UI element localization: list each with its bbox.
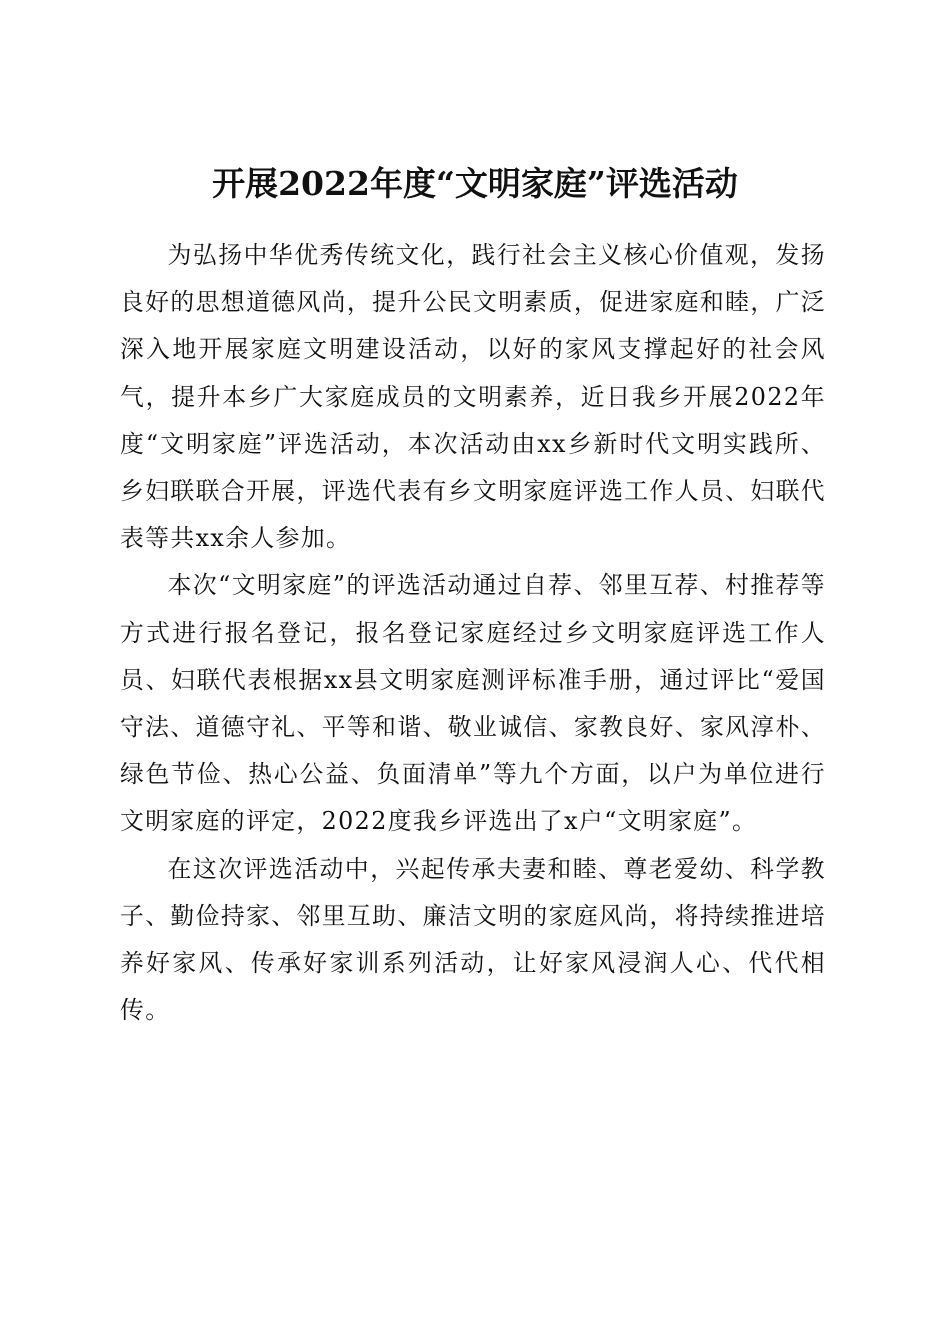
document-title: 开展2022年度“文明家庭”评选活动 <box>212 164 738 204</box>
document-body <box>120 232 826 1034</box>
body-paragraph-2: 本次“文明家庭”的评选活动通过自荐、邻里互荐、村推荐等方式进行报名登记，报名登记家庭经过乡文明家庭评选工作人员、妇联代表根据xx县文明家庭测评标准手册，通过评比“爱国守法、道德守礼、平等和谐、敬业诚信、家教良好、家风淳朴、绿色节俭、热心公益、负面清单”等九个方面，以户为单位进行文明家庭的评定，2022度我乡评选出了x户“文明家庭”。 <box>120 571 826 836</box>
body-paragraph-1: 为弘扬中华优秀传统文化，践行社会主义核心价值观，发扬良好的思想道德风尚，提升公民文明素质，促进家庭和睦，广泛深入地开展家庭文明建设活动，以好的家风支撑起好的社会风气，提升本乡广大家庭成员的文明素养，近日我乡开展2022年度“文明家庭”评选活动，本次活动由xx乡新时代文明实践所、乡妇联联合开展，评选代表有乡文明家庭评选工作人员、妇联代表等共xx余人参加。 <box>120 241 826 553</box>
body-paragraph-3: 在这次评选活动中，兴起传承夫妻和睦、尊老爱幼、科学教子、勤俭持家、邻里互助、廉洁文明的家庭风尚，将持续推进培养好家风、传承好家训系列活动，让好家风浸润人心、代代相传。 <box>120 854 826 1025</box>
